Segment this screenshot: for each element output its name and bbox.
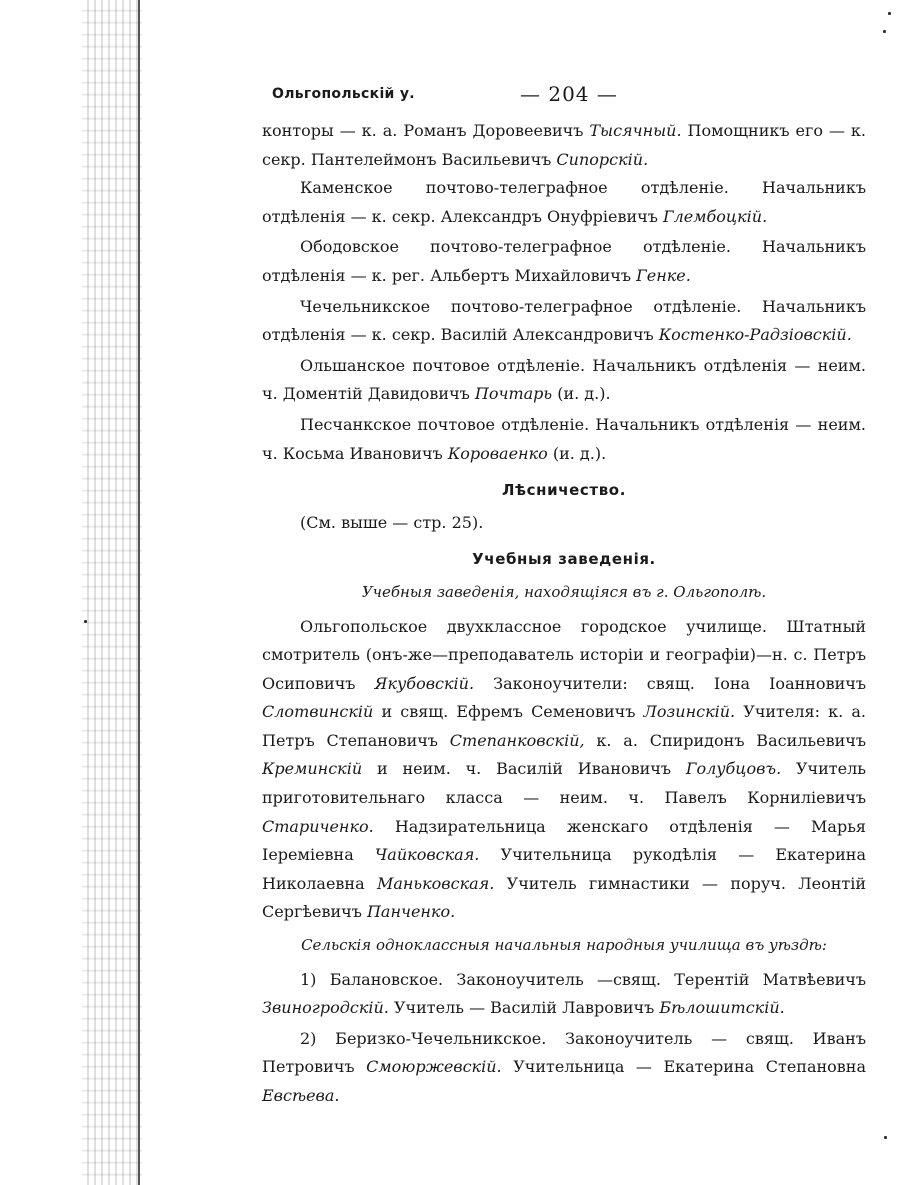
page-number: — 204 — <box>520 82 618 106</box>
text-run: Учитель приготовительнаго класса — неим. ч. Павелъ Корниліевичъ <box>262 759 866 808</box>
person-surname: Смоюржевскій. <box>366 1057 502 1077</box>
text-run: Каменское почтово-телеграфное отдѣленіе. Начальникъ отдѣленія — к. секр. Александръ Онуфріевичъ <box>262 178 866 226</box>
section-title-forestry: Лѣсничество. <box>501 481 626 500</box>
person-surname: Стариченко. <box>262 816 374 836</box>
person-surname: Якубовскій. <box>374 673 475 693</box>
text-run: (и. д.). <box>552 384 611 404</box>
section-title-schools: Учебныя заведенія. <box>472 550 656 569</box>
paragraph-see-above <box>262 509 866 538</box>
text-run: Ободовское почтово-телеграфное отдѣленіе. Начальникъ отдѣленія — к. рег. Альбертъ Михайловичъ <box>262 237 866 285</box>
running-header <box>272 82 872 110</box>
text-run: 1) Балановское. Законоучитель —свящ. Терентій Матвѣевичъ <box>300 969 866 989</box>
person-surname: Слотвинскій <box>262 702 374 722</box>
person-surname: Панченко. <box>366 902 456 922</box>
text-run: Песчанкское почтовое отдѣленіе. Начальникъ отдѣленія — неим. ч. Косьма Ивановичъ <box>262 414 866 463</box>
paragraph-berizko <box>262 1025 866 1111</box>
text-run: (и. д.). <box>547 443 607 463</box>
text-run: Учитель гимнастики — поруч. Леонтій Сергѣевичъ <box>262 873 867 922</box>
person-surname: Креминскій <box>262 759 363 779</box>
scan-speck <box>84 620 87 623</box>
paragraph-town-school <box>262 613 866 928</box>
page-body <box>262 117 866 1111</box>
text-run: Помощникъ его — к. секр. Пантелеймонъ Васильевичъ <box>262 121 866 169</box>
scan-speck <box>883 30 886 33</box>
text-run: Учителя: к. а. Петръ Степановичъ <box>262 702 866 750</box>
paragraph-peschankskoe <box>262 411 866 468</box>
text-run: Учительница — Екатерина Степановна <box>501 1057 866 1077</box>
text-run: к. а. Спиридонъ Васильевичъ <box>584 730 867 750</box>
district-header: Ольгопольскій у. <box>272 86 415 102</box>
person-surname: Коровaенко <box>447 443 548 463</box>
text-run: 2) Беризко-Чечельникское. Законоучитель — свящ. Иванъ Петровичъ <box>262 1028 866 1077</box>
subsection-title-town-schools: Учебныя заведенія, находящіяся въ г. Ольгополѣ. <box>361 582 767 601</box>
text-run: Законоучители: свящ. Іона Іоанновичъ <box>474 673 866 693</box>
paragraph-kamenskoe <box>262 174 866 231</box>
person-surname: Костенко-Радзіовскій. <box>658 325 852 345</box>
paragraph-balanovskoe <box>262 966 866 1023</box>
text-run: Чечельникское почтово-телеграфное отдѣленіе. Начальникъ отдѣленія — к. секр. Василій Александровичъ <box>262 296 866 345</box>
person-surname: Тысячный. <box>589 121 682 140</box>
person-surname: Почтарь <box>474 384 553 404</box>
person-surname: Степанковскій, <box>449 730 585 750</box>
paragraph-continuation <box>262 117 866 174</box>
text-run: Надзирательница женскаго отдѣленія — Марья Іереміевна <box>262 816 866 865</box>
scan-speck <box>884 1136 887 1139</box>
person-surname: Генке. <box>636 265 691 285</box>
person-surname: Евсѣева. <box>262 1086 340 1105</box>
text-run: Учитель — Василій Лавровичъ <box>388 998 660 1018</box>
page-gutter-edge <box>138 0 140 1185</box>
subsection-title-village-schools: Сельскія одноклассныя начальныя народныя училища въ уѣздѣ: <box>301 936 827 955</box>
person-surname: Чайковская. <box>374 845 480 865</box>
text-run: Ольгопольское двухклассное городское училище. Штатный смотритель (онъ-же—преподаватель исторіи и географіи)—н. с. Петръ Осиповичъ <box>262 616 866 693</box>
text-run: конторы — к. а. Романъ Доровеевичъ <box>262 121 590 140</box>
person-surname: Маньковская. <box>376 873 495 893</box>
paragraph-obodovskoe <box>262 233 866 290</box>
text-run: (См. выше — стр. 25). <box>300 512 484 532</box>
paragraph-chechelnik <box>262 293 866 350</box>
person-surname: Глембоцкій. <box>663 206 768 226</box>
text-run: Учительница рукодѣлія — Екатерина Николаевна <box>262 845 867 893</box>
text-run: и неим. ч. Василій Ивановичъ <box>362 759 686 779</box>
person-surname: Лозинскій. <box>643 702 736 722</box>
person-surname: Звиногродскій. <box>262 998 389 1018</box>
person-surname: Сипорскій. <box>556 149 649 169</box>
book-binding-shadow <box>82 0 142 1185</box>
text-run: и свящ. Ефремъ Семеновичъ <box>373 702 644 722</box>
person-surname: Бѣлошитскій. <box>659 998 785 1018</box>
paragraph-olshanskoe <box>262 352 866 409</box>
text-run: Ольшанское почтовое отдѣленіе. Начальникъ отдѣленія — неим. ч. Доментій Давидовичъ <box>262 355 866 404</box>
scan-speck <box>888 12 891 15</box>
person-surname: Голубцовъ. <box>685 759 782 779</box>
